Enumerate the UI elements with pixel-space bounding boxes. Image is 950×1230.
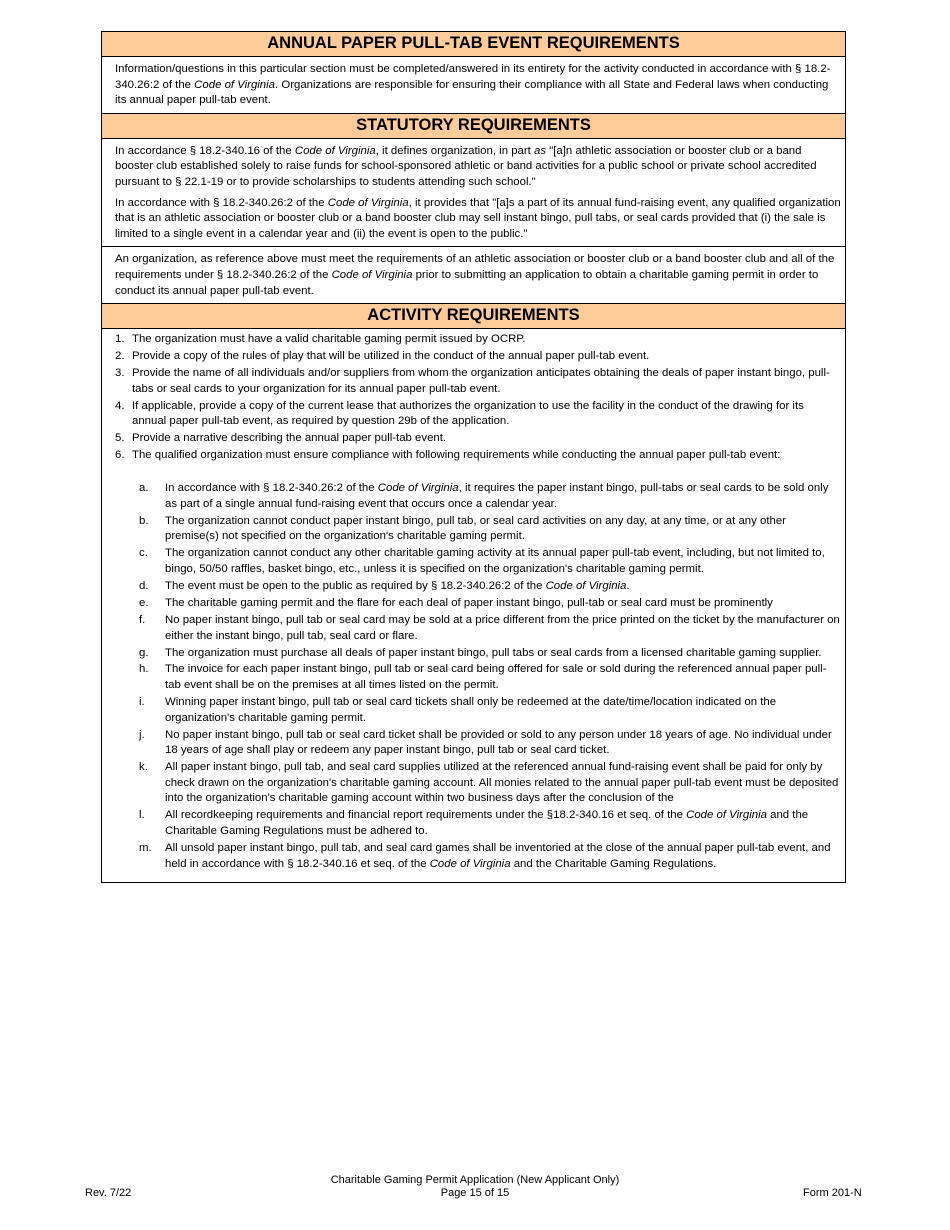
statutory-paragraph-2: In accordance with § 18.2-340.26:2 of the Code of Virginia, it provides that "[a]s a part of its annual fund-raising event, any qualified organization that is an athletic association or booster club or a band booster club may sell instant bingo, pull tabs, or seal cards provided that (i) the sale is limited to a single event in a calendar year and (ii) the event is open to the public.": [115, 196, 841, 240]
sub-list-item: m. All unsold paper instant bingo, pull tab, and seal card games shall be inventoried at the close of the annual paper pull-tab event, and held in accordance with § 18.2-340.16 et seq. of the Code of Virginia and the Charitable Gaming Regulations.: [139, 841, 831, 870]
sub-list-item: f. No paper instant bingo, pull tab or seal card may be sold at a price different from the price printed on the ticket by the manufacturer on either the instant bingo, pull tab, seal card or flare.: [139, 613, 840, 642]
sub-list-item: l. All recordkeeping requirements and financial report requirements under the §18.2-340.16 et seq. of the Code of Virginia and the Charitable Gaming Regulations must be adhered to.: [139, 809, 809, 837]
footer-form-number: Form 201-N: [803, 1187, 862, 1199]
list-item: 4. If applicable, provide a copy of the current lease that authorizes the organization to use the facility in the conduct of the drawing for its annual paper pull-tab event, as required by question 29b of the application.: [115, 399, 804, 428]
requirements-form: [101, 31, 846, 883]
sub-list-item: c. The organization cannot conduct any other charitable gaming activity at its annual paper pull-tab event, including, but not limited to, bingo, 50/50 raffles, basket bingo, etc., unless it is specified on the organization's charitable gaming permit.: [139, 547, 825, 575]
sub-list-item: a. In accordance with § 18.2-340.26:2 of the Code of Virginia, it requires the paper instant bingo, pull-tabs or seal cards to be sold only as part of a single annual fund-raising event that occurs once a calendar year.: [139, 482, 829, 510]
list-item: 6. The qualified organization must ensure compliance with following requirements while conducting the annual paper pull-tab event:: [115, 449, 781, 462]
annual-intro-box: [102, 57, 845, 113]
sub-list-item: i. Winning paper instant bingo, pull tab or seal card tickets shall only be redeemed at the date/time/location indicated on the organization's charitable gaming permit.: [139, 696, 777, 724]
sub-list-item: j. No paper instant bingo, pull tab or seal card ticket shall be provided or sold to any person under 18 years of age. No individual under 18 years of age shall play or redeem any paper instant bingo, pull tab or seal card ticket.: [139, 728, 832, 757]
list-item: 5. Provide a narrative describing the annual paper pull-tab event.: [115, 432, 447, 445]
sub-list-item: k. All paper instant bingo, pull tab, and seal card supplies utilized at the referenced annual fund-raising event shall be paid for only by check drawn on the organization's charitable gaming account. All monies related to the annual paper pull-tab event must be deposited into the organization's charitable gaming account within two business days after the conclusion of the: [139, 761, 839, 805]
footer-page-number: Page 15 of 15: [440, 1187, 510, 1199]
statutory-box: [102, 139, 845, 247]
footer-title: Charitable Gaming Permit Application (New Applicant Only): [330, 1174, 620, 1186]
sub-list-item: g. The organization must purchase all deals of paper instant bingo, pull tabs or seal cards from a licensed charitable gaming supplier.: [139, 646, 822, 659]
list-item: 2. Provide a copy of the rules of play that will be utilized in the conduct of the annual paper pull-tab event.: [115, 350, 650, 363]
annual-requirements-header: ANNUAL PAPER PULL-TAB EVENT REQUIREMENTS: [102, 32, 845, 57]
sub-list-item: d. The event must be open to the public as required by § 18.2-340.26:2 of the Code of Virginia.: [139, 579, 630, 592]
list-item: 1. The organization must have a valid charitable gaming permit issued by OCRP.: [115, 333, 526, 346]
activity-requirements-header: ACTIVITY REQUIREMENTS: [102, 303, 845, 329]
annual-intro-paragraph: Information/questions in this particular section must be completed/answered in its entirety for the activity conducted in accordance with § 18.2-340.26:2 of the Code of Virginia. Organizations are responsible for ensuring their compliance with all State and Federal laws when conducting its annual paper pull-tab event.: [115, 63, 831, 107]
footer-revision: Rev. 7/22: [85, 1187, 132, 1199]
organization-note-paragraph: An organization, as reference above must meet the requirements of an athletic association or booster club or a band booster club and all of the requirements under § 18.2-340.26:2 of the Code of Virginia prior to submitting an application to obtain a charitable gaming permit in order to conduct its annual paper pull-tab event.: [115, 253, 835, 297]
activity-lettered-list: [102, 465, 845, 881]
sub-list-item: h. The invoice for each paper instant bingo, pull tab or seal card being offered for sale or sold during the referenced annual paper pull-tab event shall be on the premises at all times listed on the permit.: [139, 663, 827, 692]
organization-note-box: [102, 247, 845, 303]
list-item: 3. Provide the name of all individuals and/or suppliers from whom the organization anticipates obtaining the deals of paper instant bingo, pull-tabs or seal cards to your organization for its annual paper pull-tab event.: [115, 367, 830, 395]
sub-list-item: b. The organization cannot conduct paper instant bingo, pull tab, or seal card activities on any day, at any time, or at any other premise(s) not specified on the organization's charitable gaming permit.: [139, 514, 786, 543]
statutory-requirements-header: STATUTORY REQUIREMENTS: [102, 113, 845, 139]
statutory-paragraph-1: In accordance § 18.2-340.16 of the Code of Virginia, it defines organization, in part as "[a]n athletic association or booster club or a band booster club established solely to raise funds for school-sponsored athletic or band activities for a public school or private school accredited pursuant to § 22.1-19 or to provide scholarships to students attending such school.": [115, 144, 817, 188]
activity-numbered-list: [102, 329, 845, 464]
sub-list-item: e. The charitable gaming permit and the flare for each deal of paper instant bingo, pull-tab or seal card must be prominently: [139, 596, 773, 609]
